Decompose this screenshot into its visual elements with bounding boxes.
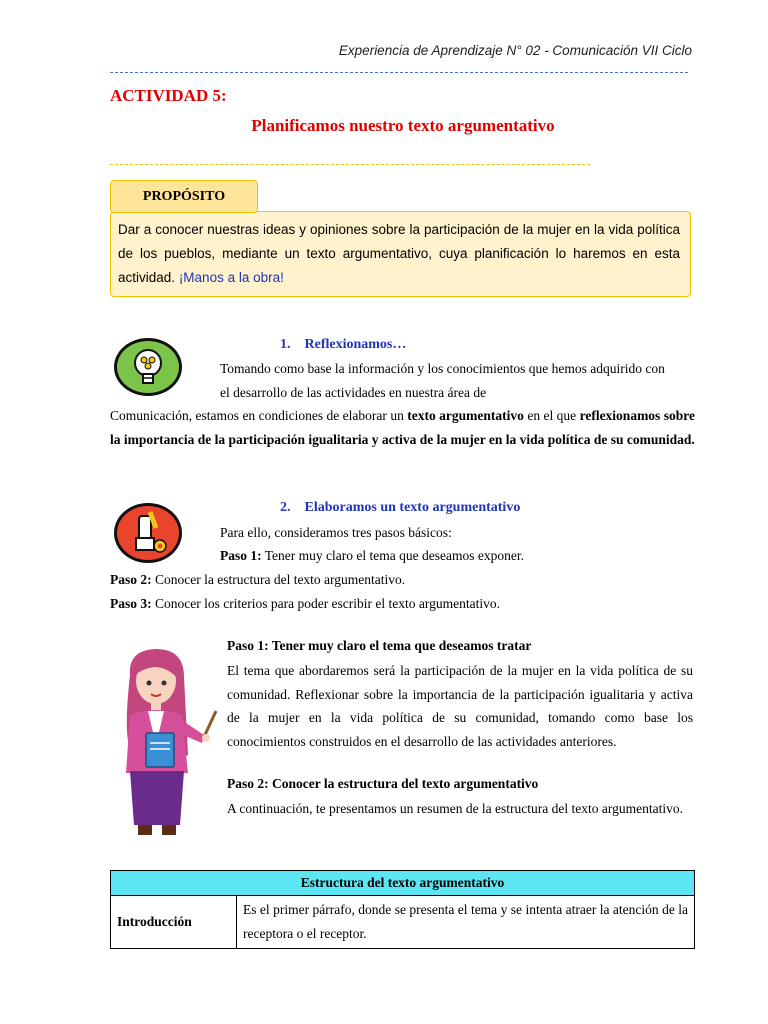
activity-title: ACTIVIDAD 5: (110, 86, 227, 105)
pencil-gear-icon (112, 502, 184, 564)
purpose-text (118, 218, 680, 290)
step2-heading: Paso 2: Conocer la estructura del texto argumentativo (227, 776, 539, 791)
step1-text: El tema que abordaremos será la participación de la mujer en la vida política de su comunidad. Reflexionar sobre la importancia de la participación igualitaria y activa de la mujer en la vida política de su comunidad, tomando como base los conocimientos construidos en el desarrollo de las actividades anteriores. (227, 663, 693, 749)
table-title: Estructura del texto argumentativo (111, 871, 695, 896)
table-row-desc: Es el primer párrafo, donde se presenta el tema y se intenta atraer la atención de la receptora o el receptor. (237, 896, 695, 949)
section1-heading: 1. Reflexionamos… (280, 337, 407, 352)
purpose-cta: ¡Manos a la obra! (178, 270, 284, 285)
structure-table (110, 870, 695, 949)
step-item-2: Paso 2: Conocer la estructura del texto argumentativo. (110, 572, 406, 587)
step1-heading: Paso 1: Tener muy claro el tema que deseamos tratar (227, 638, 532, 653)
page-header: Experiencia de Aprendizaje N° 02 - Comunicación VII Ciclo (338, 43, 692, 58)
table-row-label: Introducción (111, 896, 237, 949)
title-divider (110, 164, 590, 165)
step-item-1: Paso 1: Tener muy claro el tema que deseamos exponer. (220, 548, 524, 563)
section2-heading: 2. Elaboramos un texto argumentativo (280, 500, 521, 515)
lightbulb-icon (110, 336, 186, 398)
table-row (111, 896, 695, 949)
section2-intro: Para ello, consideramos tres pasos básicos: (220, 525, 452, 540)
step-item-3: Paso 3: Conocer los criterios para poder escribir el texto argumentativo. (110, 596, 501, 611)
purpose-body: Dar a conocer nuestras ideas y opiniones sobre la participación de la mujer en la vida política de los pueblos, mediante un texto argumentativo, cuya planificación lo haremos en esta actividad. (118, 222, 680, 285)
activity-subtitle: Planificamos nuestro texto argumentativo (251, 116, 555, 135)
section1-line1: Tomando como base la información y los conocimientos que hemos adquirido con (220, 361, 665, 376)
purpose-label: PROPÓSITO (110, 180, 258, 213)
header-divider (110, 72, 688, 73)
section1-paragraph: Comunicación, estamos en condiciones de elaborar un texto argumentativo en el que reflexionamos sobre la importancia de la participación igualitaria y activa de la mujer en la vida política de su comunidad. (110, 408, 695, 447)
teacher-illustration (108, 645, 220, 841)
step2-text: A continuación, te presentamos un resumen de la estructura del texto argumentativo. (227, 801, 683, 816)
section1-line2: el desarrollo de las actividades en nuestra área de (220, 385, 487, 400)
